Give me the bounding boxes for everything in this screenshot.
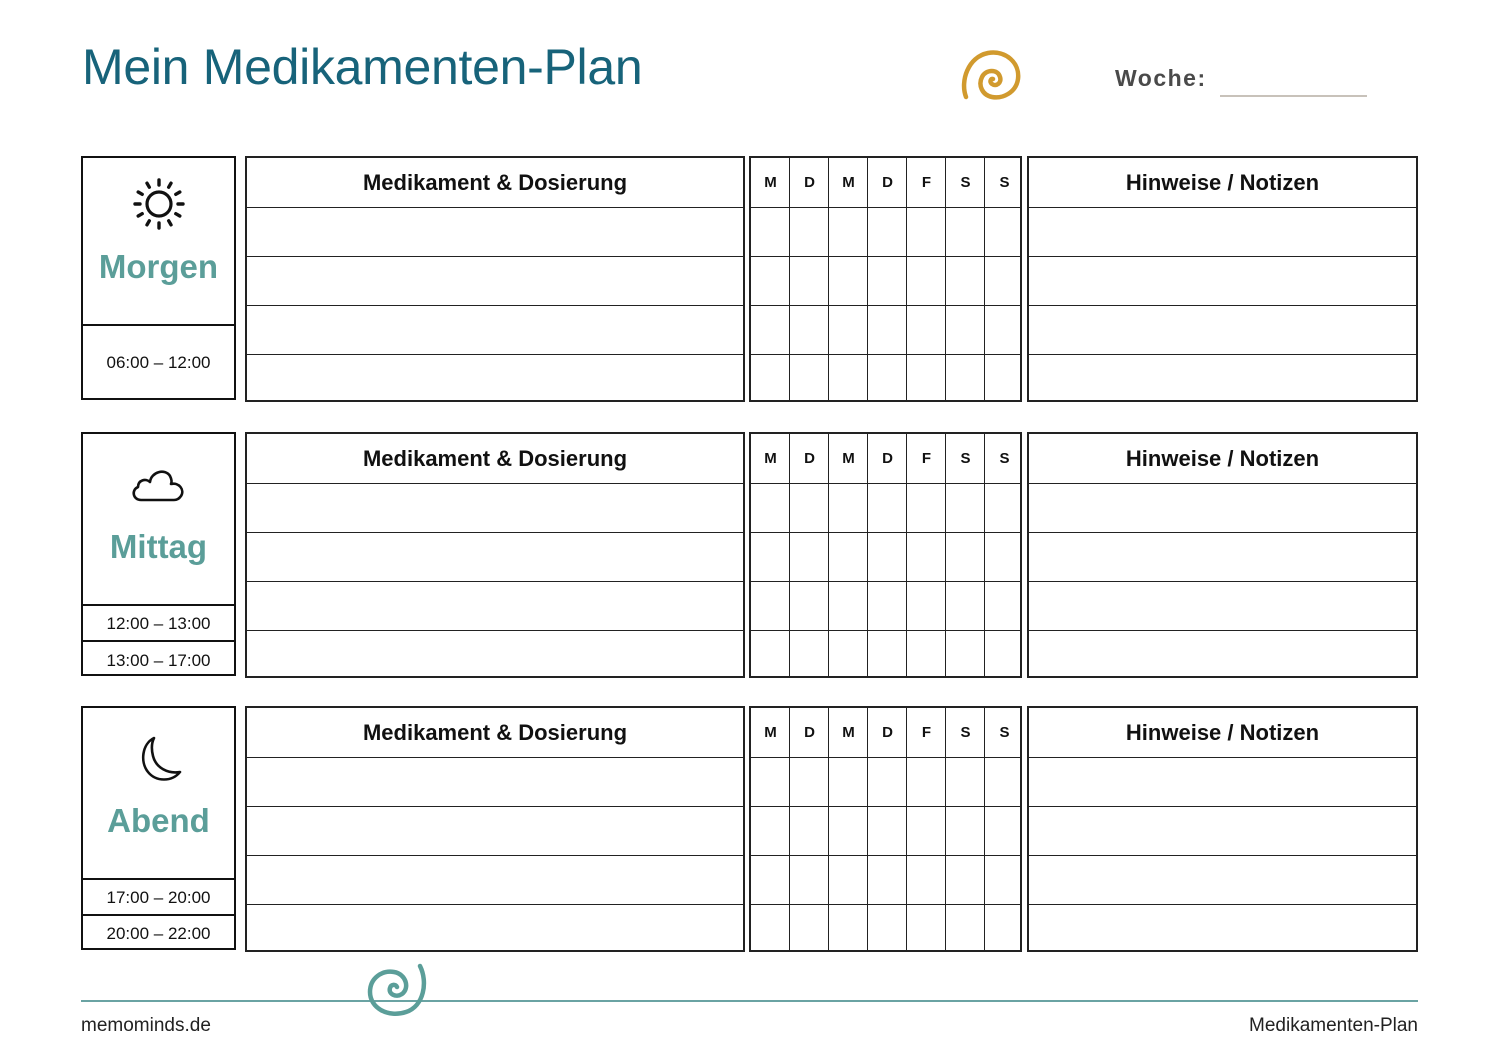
weekday-grid <box>749 706 1022 952</box>
time-slot: 12:00 – 13:00 <box>83 604 234 642</box>
day-header: D <box>804 724 815 741</box>
medication-row[interactable] <box>247 806 743 807</box>
checkbox-row[interactable] <box>751 806 1020 807</box>
time-slot: 20:00 – 22:00 <box>83 914 234 952</box>
medication-row[interactable] <box>247 757 743 758</box>
day-header: M <box>764 724 777 741</box>
checkbox-row[interactable] <box>751 581 1020 582</box>
medication-row[interactable] <box>247 305 743 306</box>
spiral-logo-icon <box>958 47 1024 101</box>
medication-table <box>245 432 745 678</box>
medication-header: Medikament & Dosierung <box>362 445 628 471</box>
medication-row[interactable] <box>247 483 743 484</box>
day-header: D <box>804 174 815 191</box>
day-header: S <box>999 450 1010 467</box>
day-header: S <box>999 724 1010 741</box>
day-header: S <box>999 174 1010 191</box>
day-header: F <box>921 450 932 467</box>
sun-icon <box>83 176 234 230</box>
medication-table <box>245 156 745 402</box>
day-header: F <box>921 724 932 741</box>
notes-row[interactable] <box>1029 354 1416 355</box>
notes-row[interactable] <box>1029 256 1416 257</box>
notes-header: Hinweise / Notizen <box>1125 719 1320 745</box>
notes-header: Hinweise / Notizen <box>1125 169 1320 195</box>
checkbox-row[interactable] <box>751 305 1020 306</box>
medication-row[interactable] <box>247 904 743 905</box>
time-cell-abend <box>81 706 236 950</box>
time-slot: 13:00 – 17:00 <box>83 640 234 678</box>
week-label: Woche: <box>1115 65 1207 91</box>
time-slot: 17:00 – 20:00 <box>83 878 234 916</box>
notes-row[interactable] <box>1029 806 1416 807</box>
section-label: Morgen <box>98 248 219 285</box>
notes-row[interactable] <box>1029 305 1416 306</box>
day-header: M <box>764 174 777 191</box>
notes-row[interactable] <box>1029 532 1416 533</box>
day-header: D <box>882 174 893 191</box>
notes-row[interactable] <box>1029 483 1416 484</box>
day-header: F <box>921 174 932 191</box>
medication-row[interactable] <box>247 581 743 582</box>
day-header: S <box>960 174 971 191</box>
checkbox-row[interactable] <box>751 757 1020 758</box>
notes-table <box>1027 156 1418 402</box>
medication-row[interactable] <box>247 354 743 355</box>
medication-row[interactable] <box>247 630 743 631</box>
weekday-grid <box>749 156 1022 402</box>
time-cell-mittag <box>81 432 236 676</box>
checkbox-row[interactable] <box>751 855 1020 856</box>
day-header: D <box>882 724 893 741</box>
day-header: D <box>804 450 815 467</box>
notes-row[interactable] <box>1029 904 1416 905</box>
notes-header: Hinweise / Notizen <box>1125 445 1320 471</box>
day-header: S <box>960 450 971 467</box>
medication-header: Medikament & Dosierung <box>362 169 628 195</box>
notes-row[interactable] <box>1029 855 1416 856</box>
day-header: M <box>842 450 855 467</box>
footer-title: Medikamenten-Plan <box>1249 1015 1418 1036</box>
spiral-footer-icon <box>362 960 432 1018</box>
checkbox-row[interactable] <box>751 532 1020 533</box>
notes-row[interactable] <box>1029 581 1416 582</box>
section-abend <box>81 705 1418 953</box>
notes-row[interactable] <box>1029 207 1416 208</box>
notes-table <box>1027 706 1418 952</box>
day-header: M <box>764 450 777 467</box>
notes-row[interactable] <box>1029 630 1416 631</box>
day-header: S <box>960 724 971 741</box>
checkbox-row[interactable] <box>751 354 1020 355</box>
weekday-grid <box>749 432 1022 678</box>
week-input[interactable] <box>1220 95 1367 97</box>
day-header: M <box>842 724 855 741</box>
section-mittag <box>81 431 1418 679</box>
checkbox-row[interactable] <box>751 483 1020 484</box>
medication-table <box>245 706 745 952</box>
checkbox-row[interactable] <box>751 904 1020 905</box>
cloud-icon <box>83 452 234 506</box>
moon-icon <box>83 726 234 780</box>
footer-divider <box>81 1000 1418 1002</box>
footer-website: memominds.de <box>81 1015 211 1036</box>
medication-row[interactable] <box>247 532 743 533</box>
page-title: Mein Medikamenten-Plan <box>82 39 643 95</box>
day-header: D <box>882 450 893 467</box>
notes-table <box>1027 432 1418 678</box>
medication-row[interactable] <box>247 256 743 257</box>
time-slot: 06:00 – 12:00 <box>83 324 234 402</box>
medication-header: Medikament & Dosierung <box>362 719 628 745</box>
checkbox-row[interactable] <box>751 256 1020 257</box>
checkbox-row[interactable] <box>751 630 1020 631</box>
section-label: Abend <box>107 802 210 839</box>
medication-row[interactable] <box>247 855 743 856</box>
medication-row[interactable] <box>247 207 743 208</box>
notes-row[interactable] <box>1029 757 1416 758</box>
section-morgen <box>81 155 1418 403</box>
time-cell-morgen <box>81 156 236 400</box>
section-label: Mittag <box>109 528 208 565</box>
checkbox-row[interactable] <box>751 207 1020 208</box>
day-header: M <box>842 174 855 191</box>
